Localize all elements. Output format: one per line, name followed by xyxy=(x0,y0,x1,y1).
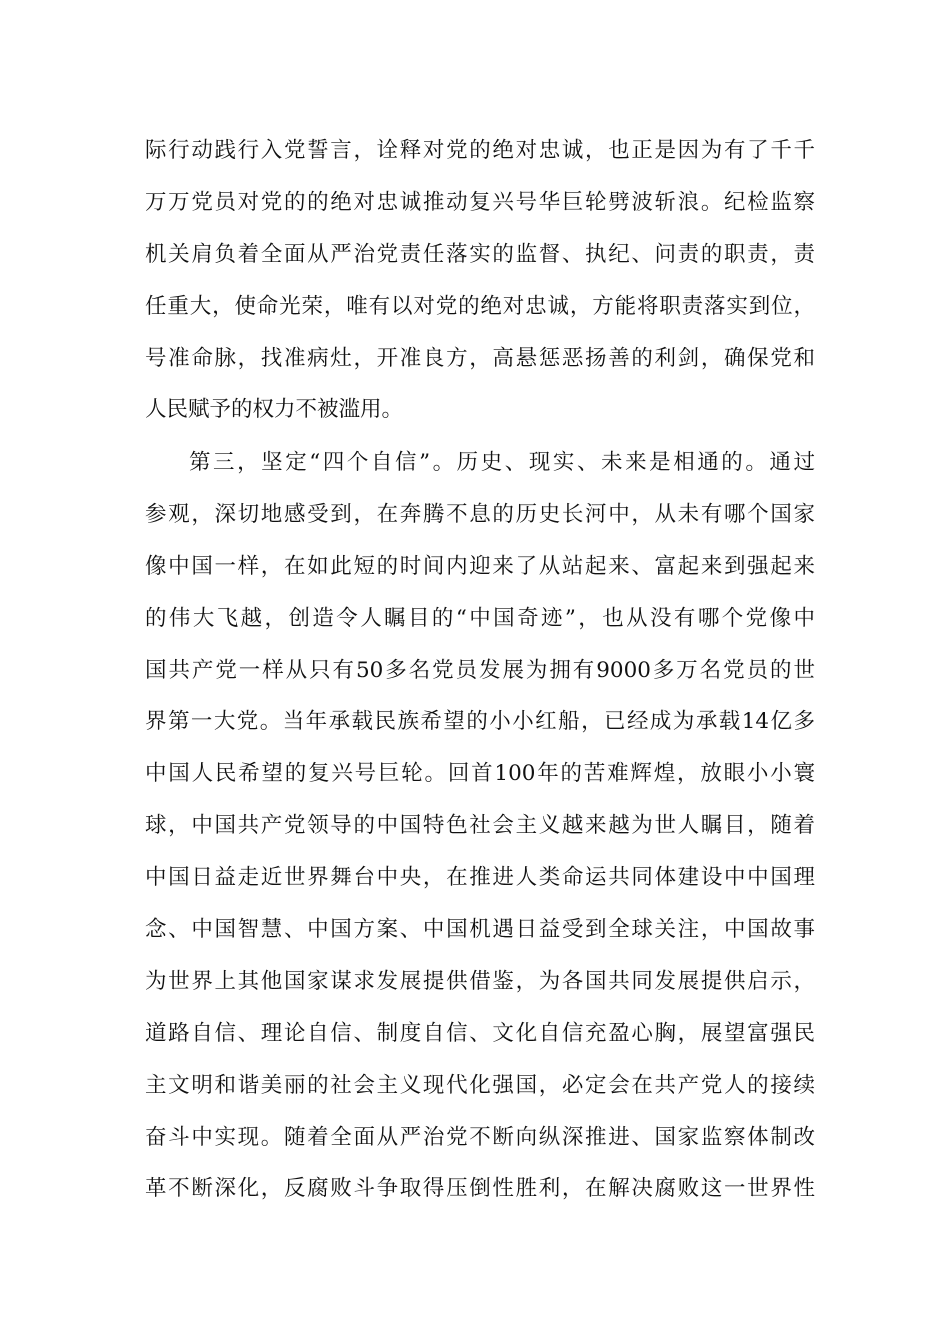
text-line: 奋斗中实现。随着全面从严治党不断向纵深推进、国家监察体制改 xyxy=(145,1124,815,1150)
text-line: 号准命脉，找准病灶，开准良方，高悬惩恶扬善的利剑，确保党和 xyxy=(145,345,815,371)
text-line: 万万党员对党的的绝对忠诚推动复兴号华巨轮劈波斩浪。纪检监察 xyxy=(145,189,815,215)
text-line: 像中国一样，在如此短的时间内迎来了从站起来、富起来到强起来 xyxy=(145,553,815,579)
text-line: 中国人民希望的复兴号巨轮。回首100年的苦难辉煌，放眼小小寰 xyxy=(145,761,815,787)
text-line: 参观，深切地感受到，在奔腾不息的历史长河中，从未有哪个国家 xyxy=(145,501,815,527)
text-line: 为世界上其他国家谋求发展提供借鉴，为各国共同发展提供启示， xyxy=(145,968,815,994)
text-line: 机关肩负着全面从严治党责任落实的监督、执纪、问责的职责，责 xyxy=(145,241,815,267)
text-line: 际行动践行入党誓言，诠释对党的绝对忠诚，也正是因为有了千千 xyxy=(145,138,815,163)
text-line: 道路自信、理论自信、制度自信、文化自信充盈心胸，展望富强民 xyxy=(145,1020,815,1046)
paragraph-2 xyxy=(145,437,815,1215)
text-line: 念、中国智慧、中国方案、中国机遇日益受到全球关注，中国故事 xyxy=(145,917,815,943)
text-line: 中国日益走近世界舞台中央，在推进人类命运共同体建设中中国理 xyxy=(145,865,815,891)
text-line: 主文明和谐美丽的社会主义现代化强国，必定会在共产党人的接续 xyxy=(145,1072,815,1098)
text-line: 革不断深化，反腐败斗争取得压倒性胜利，在解决腐败这一世界性 xyxy=(145,1176,815,1202)
text-line: 球，中国共产党领导的中国特色社会主义越来越为世人瞩目，随着 xyxy=(145,813,815,839)
text-line: 第三，坚定“四个自信”。历史、现实、未来是相通的。通过 xyxy=(189,450,815,475)
text-line: 界第一大党。当年承载民族希望的小小红船，已经成为承载14亿多 xyxy=(145,709,815,735)
paragraph-1 xyxy=(145,125,815,436)
text-line: 人民赋予的权力不被滥用。 xyxy=(145,397,404,423)
text-line: 国共产党一样从只有50多名党员发展为拥有9000多万名党员的世 xyxy=(145,657,815,683)
text-line: 的伟大飞越，创造令人瞩目的“中国奇迹”，也从没有哪个党像中 xyxy=(145,605,815,631)
text-line: 任重大，使命光荣，唯有以对党的绝对忠诚，方能将职责落实到位， xyxy=(145,293,815,319)
